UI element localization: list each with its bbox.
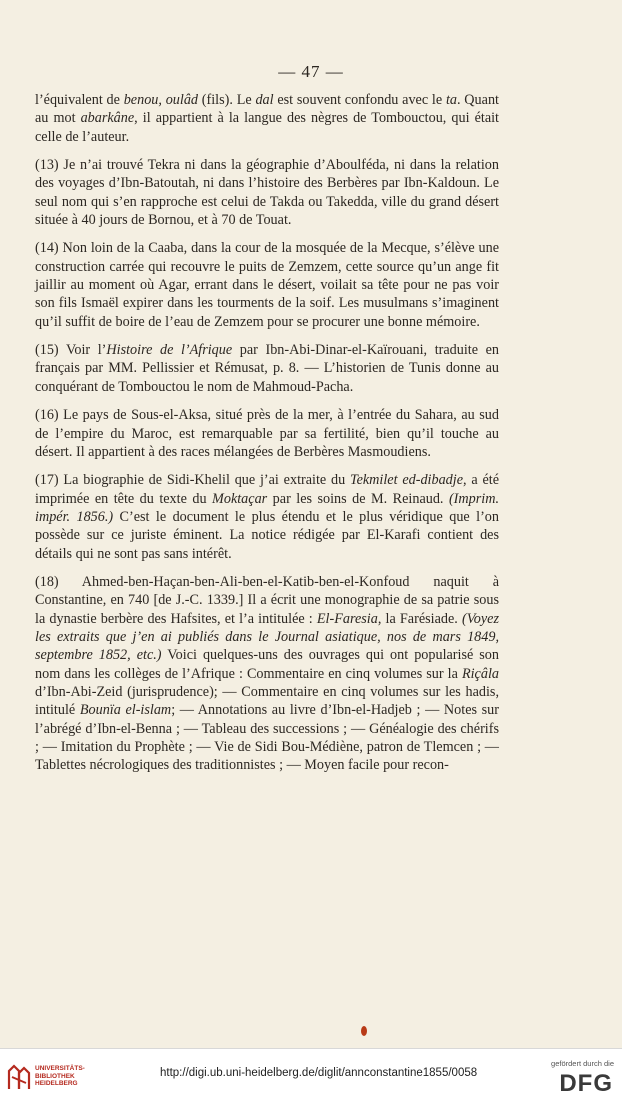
paragraph <box>35 471 499 563</box>
text-span: par les soins de M. Reinaud. <box>267 490 449 507</box>
text-span: (15) Voir l’ <box>35 342 107 359</box>
color-marker-dot <box>361 1026 367 1036</box>
italic-text: Histoire de l’Afrique <box>106 342 233 359</box>
funder-label: gefördert durch die <box>551 1059 614 1068</box>
text-span: (fils). Le <box>198 92 256 108</box>
italic-text: ta <box>445 92 457 108</box>
text-span: . Quant au mot <box>35 92 499 127</box>
paragraph <box>35 156 499 229</box>
text-span: est souvent confondu avec le <box>273 92 446 108</box>
library-name-line: UNIVERSITÄTS- <box>35 1065 85 1072</box>
text-span: ; — Annotations au livre d’Ibn-el-Hadjeb ; — Notes sur l’abrégé d’Ibn-el-Benna ; — Tableau des successions ; — Généalogie des chérifs ; — Imitation du Prophète ; — Vie de Sidi Bou-Médiène, patron de Tlemcen ; — Tablettes nécrologiques des traditionnistes ; — Moyen facile pour recon- <box>35 702 499 774</box>
italic-text: El-Faresia <box>316 610 378 627</box>
text-span: (18) Ahmed-ben-Haçan-ben-Ali-ben-el-Katib-ben-el-Konfoud naquit à Constantine, en 740 [de J.-C. 1339.] Il a écrit une monographie de sa patrie sous la dynastie berbère des Hafsites, et l’a intitulée : <box>35 573 499 627</box>
main-text <box>35 91 499 775</box>
italic-text: Moktaçar <box>212 490 268 507</box>
text-span: C’est le document le plus étendu et le plus véridique que l’on possède sur ce juriste éminent. La notice rédigée par El-Karafi contient des détails qui ne sont pas sans intérêt. <box>35 508 499 562</box>
text-span: (13) Je n’ai trouvé Tekra ni dans la géographie d’Aboulféda, ni dans la relation des voyages d’Ibn-Batoutah, ni dans l’histoire des Berbères par Ibn-Kaldoun. Le seul nom qui s’en rapproche est celui de Takda ou Takedda, ville du grand désert située à 40 jours de Bornou, et à 70 de Touat. <box>35 157 499 229</box>
page-number: — 47 — <box>278 62 344 81</box>
italic-text: Tekmilet ed-dibadje <box>350 472 464 489</box>
text-span: (17) La biographie de Sidi-Khelil que j’ai extraite du <box>35 472 350 489</box>
italic-text: benou, oulâd <box>123 92 199 108</box>
paragraph <box>35 341 499 396</box>
paragraph <box>35 91 499 146</box>
permalink-url[interactable]: http://digi.ub.uni-heidelberg.de/diglit/annconstantine1855/0058 <box>160 1067 478 1079</box>
heidelberg-library-logo-icon[interactable] <box>6 1063 32 1091</box>
text-span: l’équivalent de <box>35 92 124 108</box>
italic-text: Riçâla <box>461 665 499 682</box>
text-span: Voici quelques-uns des ouvrages qui ont popularisé son nom dans les collèges de l’Afrique : Commentaire en cinq volumes sur la <box>35 647 499 682</box>
library-name-line: BIBLIOTHEK <box>35 1072 75 1080</box>
text-span: d’Ibn-Abi-Zeid (jurisprudence); — Commentaire en cinq volumes sur les hadis, intitulé <box>35 683 499 719</box>
viewer-footer <box>0 1048 622 1103</box>
italic-text: (Imprim. impér. 1856.) <box>35 490 499 525</box>
italic-text: abarkâne <box>80 110 135 127</box>
italic-text: (Voyez les extraits que j’en ai publiés dans le Journal asiatique, nos de mars 1849, septembre 1852, etc.) <box>35 610 499 664</box>
text-span: , la Farésiade. <box>377 610 462 627</box>
paragraph <box>35 573 499 775</box>
italic-text: dal <box>255 92 274 108</box>
text-span: , a été imprimée en tête du texte du <box>35 472 500 507</box>
text-span: par Ibn-Abi-Dinar-el-Kaïrouani, traduite en français par MM. Pellissier et Rémusat, p. 8. — L’historien de Tunis donne au conquérant de Tombouctou le nom de Mahmoud-Pacha. <box>35 342 500 395</box>
library-name[interactable] <box>35 1065 85 1088</box>
text-span: (16) Le pays de Sous-el-Aksa, situé près de la mer, à l’entrée du Sahara, au sud de l’empire du Maroc, est remarquable par sa fertilité, bien qu’il touche au désert. Il appartient à des races mélangées de Berbères Masmoudiens. <box>35 407 499 460</box>
text-span: , il appartient à la langue des nègres de Tombouctou, qui était celle de l’auteur. <box>35 110 499 145</box>
italic-text: Bounïa el-islam <box>79 702 172 719</box>
text-span: (14) Non loin de la Caaba, dans la cour de la mosquée de la Mecque, s’élève une construction carrée qui recouvre le puits de Zemzem, cette source qu’un ange fit jaillir au moment où Agar, errant dans le désert, voilait sa tête pour ne pas voir son fils Ismaël expirer dans les tourments de la soif. Les musulmans s’imaginent qu’il suffit de boire de l’eau de Zemzem pour se procurer une bonne mémoire. <box>35 240 499 330</box>
paragraph <box>35 239 499 331</box>
library-name-line: HEIDELBERG <box>35 1080 78 1088</box>
dfg-logo[interactable]: DFG <box>559 1070 613 1097</box>
paragraph <box>35 406 499 461</box>
